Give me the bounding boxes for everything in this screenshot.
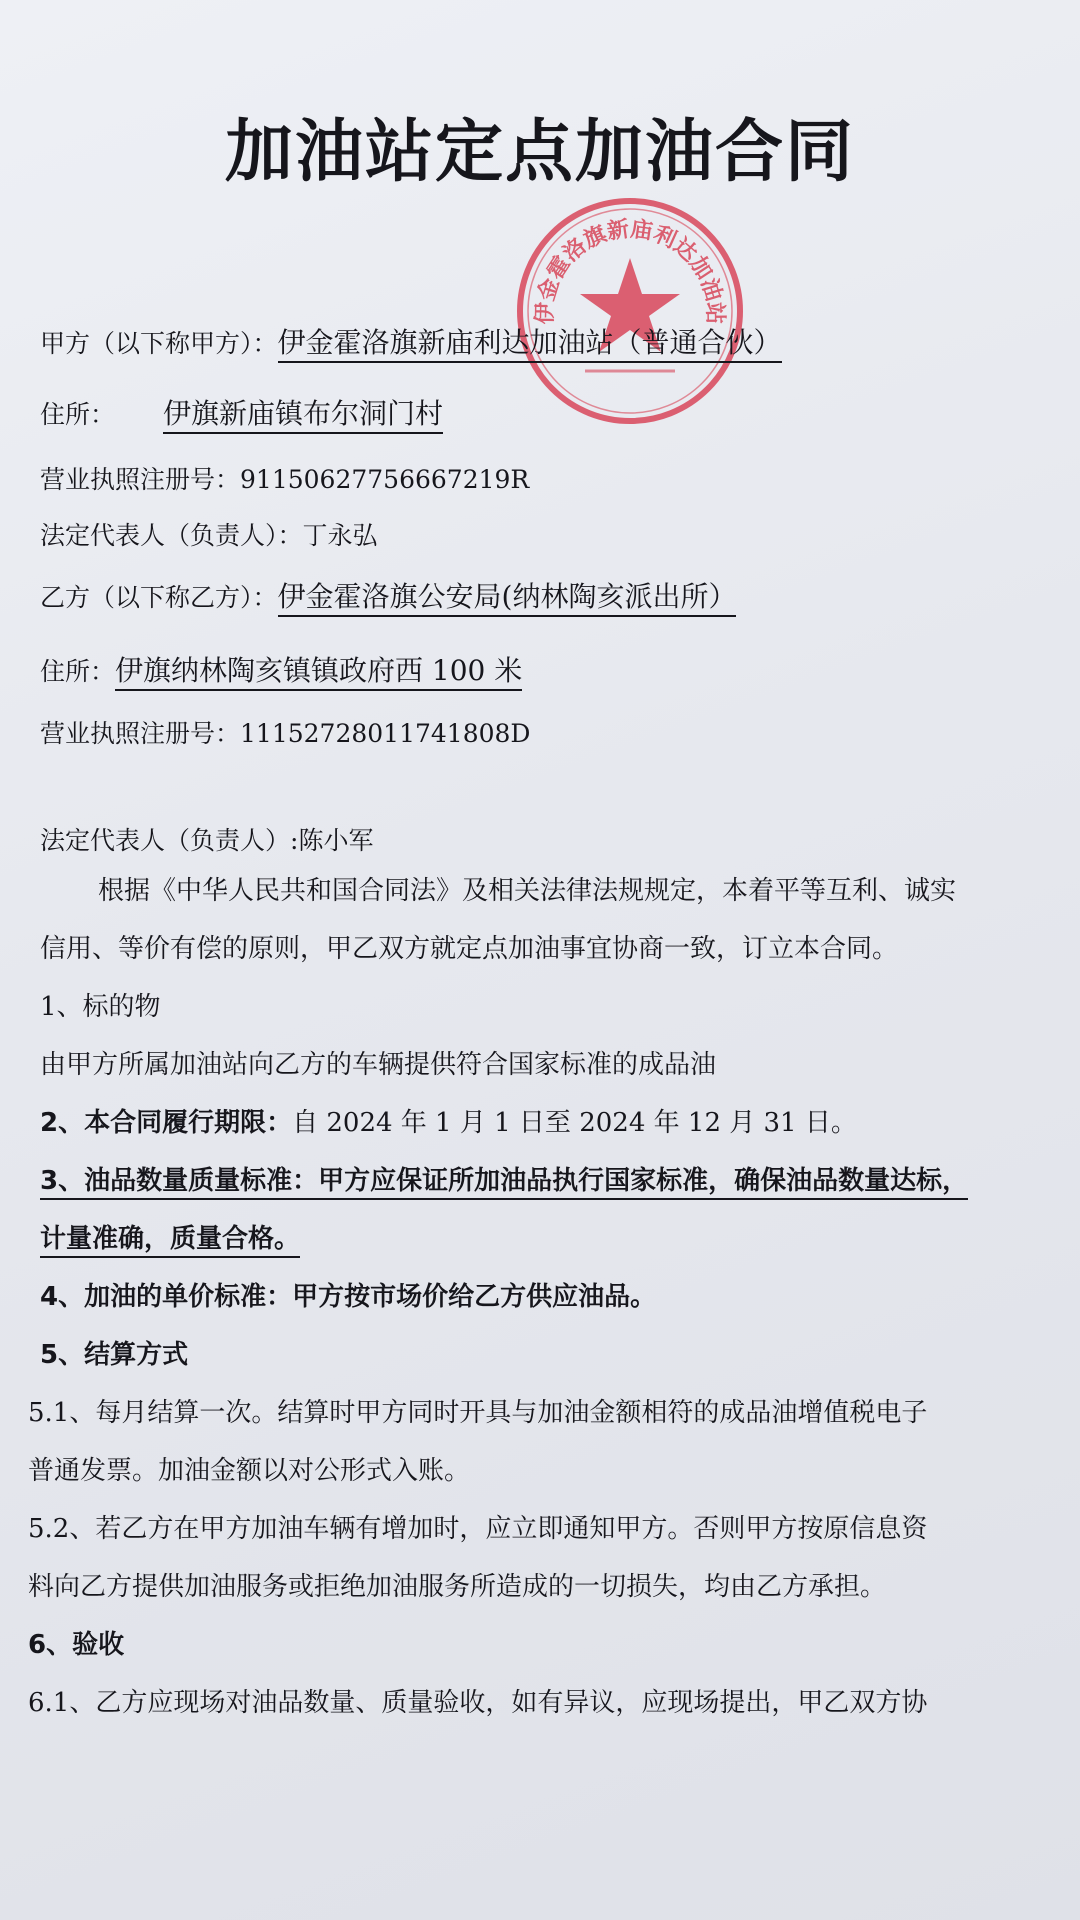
clause-5-2-line-2: 料向乙方提供加油服务或拒绝加油服务所造成的一切损失，均由乙方承担。 — [28, 1572, 887, 1602]
clause-1-text: 由甲方所属加油站向乙方的车辆提供符合国家标准的成品油 — [40, 1050, 717, 1080]
party-a-license-row — [40, 465, 529, 495]
company-seal-icon — [515, 196, 745, 426]
party-b-name: 伊金霍洛旗公安局(纳林陶亥派出所） — [278, 580, 737, 617]
clause-6-1-line-1: 6.1、乙方应现场对油品数量、质量验收，如有异议，应现场提出，甲乙双方协 — [28, 1688, 928, 1718]
clause-1-title: 1、标的物 — [40, 992, 161, 1022]
clause-6-title: 6、验收 — [28, 1630, 125, 1660]
party-a-label: 甲方（以下称甲方）： — [40, 329, 278, 358]
party-b-label: 乙方（以下称乙方）： — [40, 583, 278, 612]
party-b-license-row — [40, 719, 530, 749]
clause-2 — [28, 1094, 1058, 1152]
intro-line-2: 信用、等价有偿的原则，甲乙双方就定点加油事宜协商一致，订立本合同。 — [40, 934, 899, 964]
party-b-license-label: 营业执照注册号： — [40, 719, 241, 748]
party-b-rep-label: 法定代表人（负责人）: — [40, 826, 299, 855]
clause-3-text-2: 计量准确，质量合格。 — [40, 1224, 300, 1258]
party-b-rep-row — [40, 826, 373, 856]
party-a-name: 伊金霍洛旗新庙利达加油站（普通合伙） — [278, 326, 782, 363]
party-a-rep-row — [40, 521, 378, 551]
party-b-address: 伊旗纳林陶亥镇镇政府西 100 米 — [115, 654, 522, 691]
intro-line-1: 根据《中华人民共和国合同法》及相关法律法规规定，本着平等互利、诚实 — [98, 876, 957, 906]
clause-5-2-line-1: 5.2、若乙方在甲方加油车辆有增加时，应立即通知甲方。否则甲方按原信息资 — [28, 1514, 928, 1544]
clause-4 — [28, 1268, 1058, 1326]
clause-2-text: 自 2024 年 1 月 1 日至 2024 年 12 月 31 日。 — [292, 1108, 857, 1138]
party-b-address-row — [40, 654, 522, 688]
clause-2-title: 2、本合同履行期限： — [40, 1108, 293, 1138]
party-a-license: 91150627756667219R — [240, 465, 530, 494]
party-b-rep: 陈小军 — [298, 826, 374, 855]
contract-body — [28, 862, 1058, 1732]
party-a-address: 伊旗新庙镇布尔洞门村 — [163, 397, 443, 434]
page-title: 加油站定点加油合同 — [224, 113, 855, 192]
party-a-license-label: 营业执照注册号： — [40, 465, 241, 494]
clause-5-title: 5、结算方式 — [40, 1340, 189, 1370]
party-a-address-label: 住所： — [40, 400, 116, 429]
clause-3-text: 甲方应保证所加油品执行国家标准，确保油品数量达标， — [318, 1166, 968, 1200]
party-b-license: 11152728011741808D — [240, 719, 531, 748]
clause-4-title: 4、加油的单价标准： — [40, 1282, 293, 1312]
party-a-row — [40, 326, 782, 360]
party-b-address-label: 住所： — [40, 657, 116, 686]
clause-4-text: 甲方按市场价给乙方供应油品。 — [292, 1282, 657, 1312]
party-a-rep: 丁永弘 — [302, 521, 378, 550]
seal-text: 伊金霍洛旗新庙利达加油站 — [532, 216, 728, 325]
clause-3-title: 3、油品数量质量标准： — [40, 1166, 318, 1200]
party-a-address-row — [40, 397, 443, 431]
clause-3 — [28, 1152, 1058, 1210]
clause-5-1-line-1: 5.1、每月结算一次。结算时甲方同时开具与加油金额相符的成品油增值税电子 — [28, 1398, 928, 1428]
party-a-rep-label: 法定代表人（负责人）： — [40, 521, 303, 550]
clause-5-1-line-2: 普通发票。加油金额以对公形式入账。 — [28, 1456, 471, 1486]
party-b-row — [40, 580, 736, 614]
